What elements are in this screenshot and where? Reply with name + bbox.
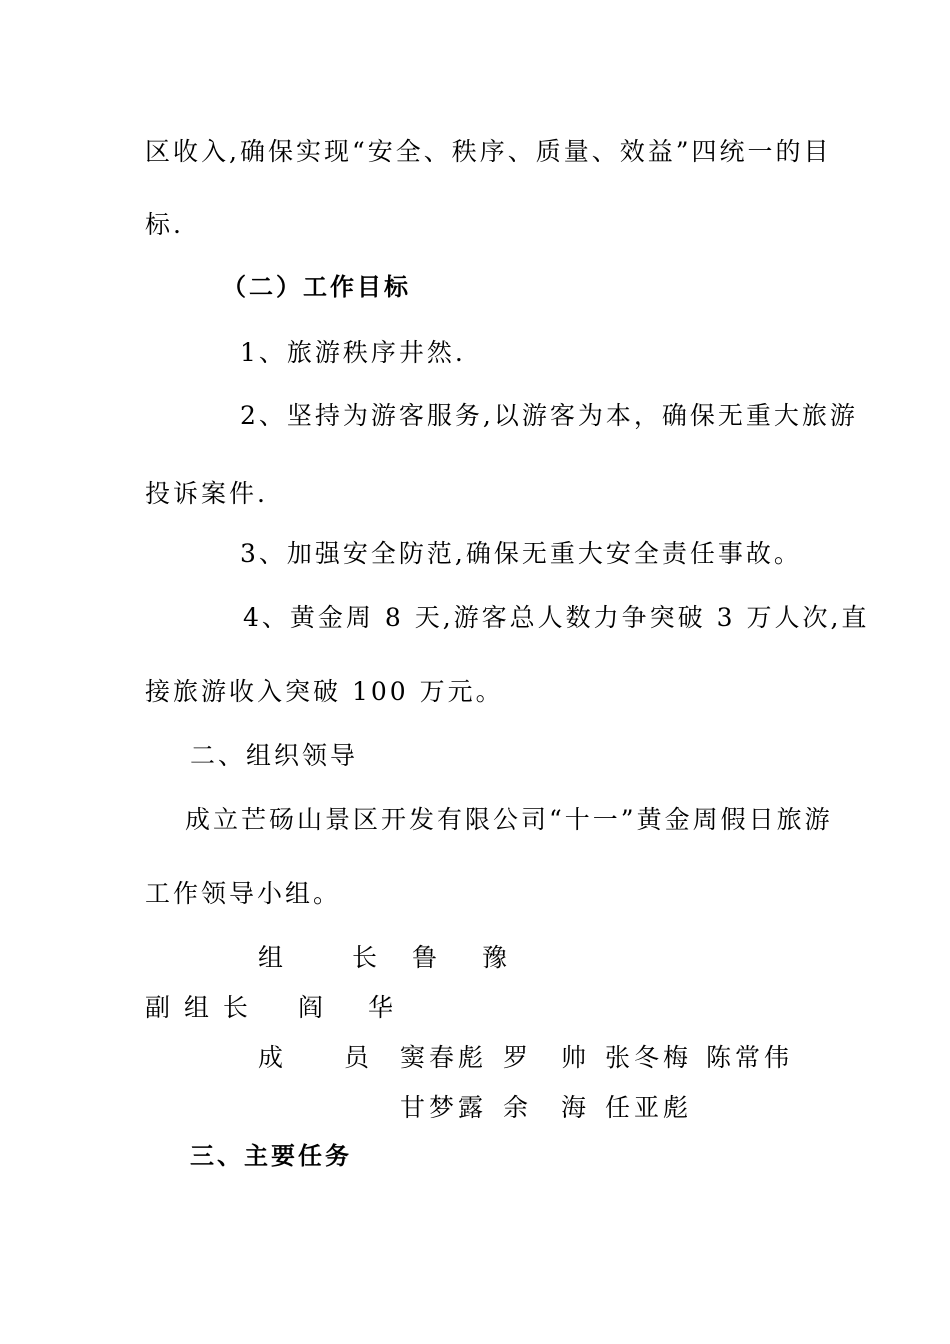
deputy-leader-name: 阎 华 (298, 993, 404, 1022)
goal-item-3: 3、加强安全防范,确保无重大安全责任事故。 (240, 539, 802, 568)
member-name: 任亚彪 (605, 1093, 693, 1122)
member-name: 陈常伟 (706, 1043, 794, 1072)
org-paragraph-line: 成立芒砀山景区开发有限公司“十一”黄金周假日旅游 (185, 805, 833, 834)
members-label: 成 员 (258, 1043, 388, 1072)
goal-item-1: 1、旅游秩序井然. (240, 338, 466, 367)
section-heading-work-goals: （二）工作目标 (222, 273, 411, 301)
paragraph-line: 标. (145, 210, 184, 239)
paragraph-line: 区收入,确保实现“安全、秩序、质量、效益”四统一的目 (145, 137, 832, 166)
deputy-leader-label: 副 组 长 (145, 993, 251, 1022)
member-name: 余 海 (503, 1093, 591, 1122)
goal-item-2-continued: 投诉案件. (145, 479, 268, 508)
goal-item-2: 2、坚持为游客服务,以游客为本，确保无重大旅游 (240, 401, 858, 430)
member-name: 罗 帅 (503, 1043, 591, 1072)
section-heading-main-tasks: 三、主要任务 (190, 1142, 352, 1170)
goal-item-4-continued: 接旅游收入突破 100 万元。 (145, 677, 504, 706)
goal-item-4: 4、黄金周 8 天,游客总人数力争突破 3 万人次,直 (243, 603, 870, 632)
leader-label: 组 长 (258, 943, 400, 972)
section-heading-organization: 二、组织领导 (190, 741, 359, 770)
member-name: 甘梦露 (400, 1093, 488, 1122)
member-name: 窦春彪 (400, 1043, 488, 1072)
org-paragraph-line: 工作领导小组。 (145, 879, 342, 908)
member-name: 张冬梅 (605, 1043, 693, 1072)
leader-name: 鲁 豫 (412, 943, 518, 972)
